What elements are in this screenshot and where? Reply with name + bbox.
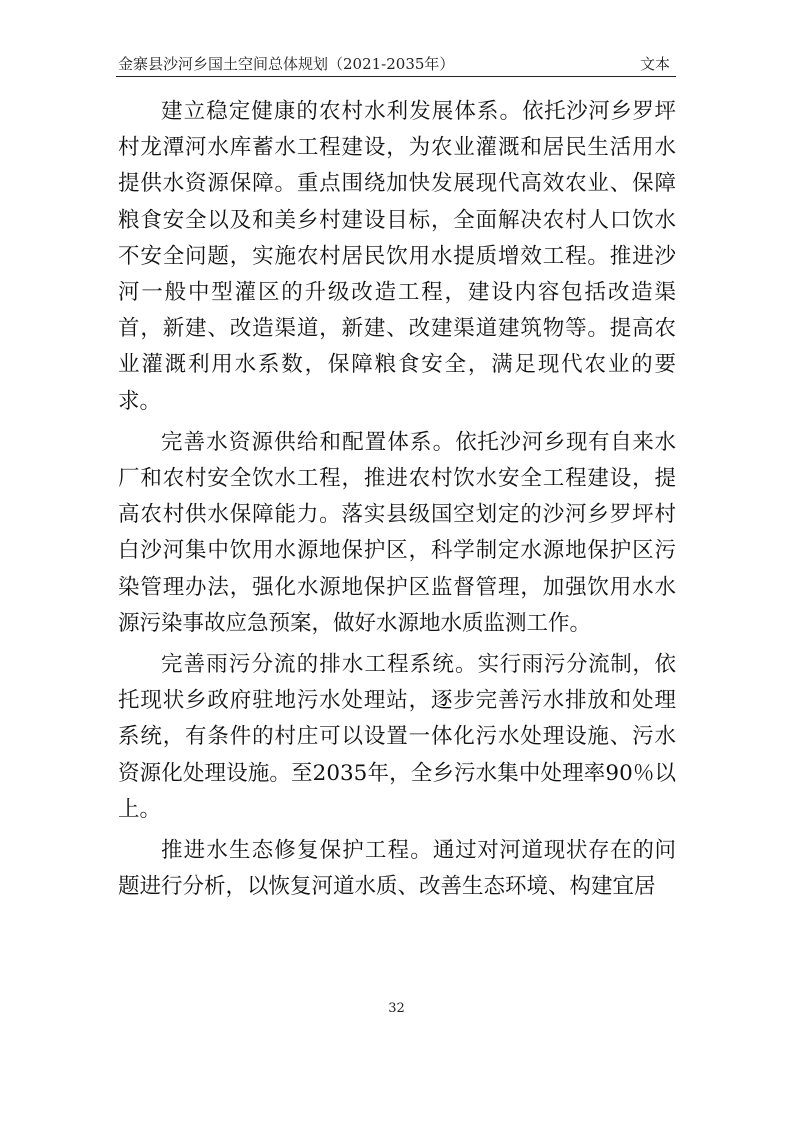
page-header: [116, 54, 676, 77]
paragraph-text: 实行雨污分流制，依托现状乡政府驻地污水处理站，逐步完善污水排放和处理系统，有条件的村庄可以设置一体化污水处理设施、污水资源化处理设施。至2035年，全乡污水集中处理率90％以上。: [118, 652, 676, 822]
paragraph-lead: 完善雨污分流的排水工程系统。: [161, 652, 478, 678]
paragraph-lead: 建立稳定健康的农村水利发展体系。: [161, 99, 523, 124]
paragraph-ecology: [118, 833, 676, 905]
paragraph-lead: 完善水资源供给和配置体系。: [161, 429, 456, 455]
paragraph-rural-water: [118, 94, 676, 420]
document-title: 金寨县沙河乡国土空间总体规划（2021-2035年）: [118, 55, 455, 73]
paragraph-water-supply: [118, 425, 676, 642]
paragraph-drainage: [118, 647, 676, 828]
section-label: 文本: [639, 55, 670, 73]
paragraph-text: 依托沙河乡罗坪村龙潭河水库蓄水工程建设，为农业灌溉和居民生活用水提供水资源保障。重点围绕加快发展现代高效农业、保障粮食安全以及和美乡村建设目标，全面解决农村人口饮水不安全问题，实施农村居民饮用水提质增效工程。推进沙河一般中型灌区的升级改造工程，建设内容包括改造渠首，新建、改造渠道，新建、改建渠道建筑物等。提高农业灌溉利用水系数，保障粮食安全，满足现代农业的要求。: [118, 99, 676, 414]
paragraph-text: 通过对河道现状存在的问题进行分析，以恢复河道水质、改善生态环境、构建宜居: [118, 838, 676, 900]
paragraph-lead: 推进水生态修复保护工程。: [161, 838, 433, 864]
document-body: [118, 94, 676, 910]
paragraph-text: 依托沙河乡现有自来水厂和农村安全饮水工程，推进农村饮水安全工程建设，提高农村供水保障能力。落实县级国空划定的沙河乡罗坪村白沙河集中饮用水源地保护区，科学制定水源地保护区污染管理办法，强化水源地保护区监督管理，加强饮用水水源污染事故应急预案，做好水源地水质监测工作。: [118, 429, 676, 636]
page-number: 32: [388, 1001, 405, 1016]
